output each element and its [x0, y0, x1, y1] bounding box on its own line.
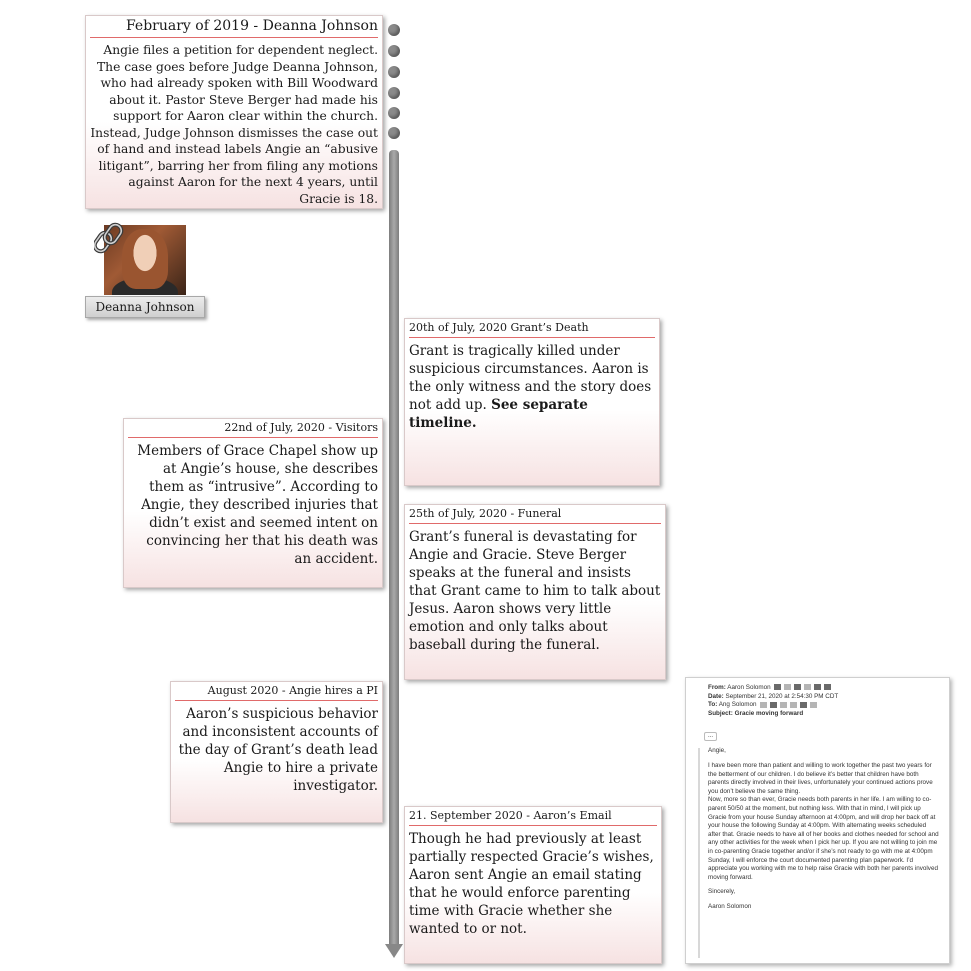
- event-heading: August 2020 - Angie hires a PI: [175, 682, 378, 701]
- event-body: Aaron’s suspicious behavior and inconsistent accounts of the day of Grant’s death lead Angie to hire a private investigator.: [178, 706, 378, 794]
- timeline-axis: [389, 150, 399, 950]
- timeline-arrowhead: [385, 944, 403, 958]
- event-heading: 20th of July, 2020 Grant’s Death: [409, 319, 655, 338]
- timeline-dot: [388, 45, 400, 57]
- email-quote-bar: [698, 748, 700, 958]
- timeline-dot: [388, 107, 400, 119]
- event-card-visitors: [123, 418, 383, 588]
- event-body-text: Grant is tragically killed under suspicious circumstances. Aaron is the only witness and the story does not add up.: [409, 343, 652, 413]
- event-heading: February of 2019 - Deanna Johnson: [90, 16, 378, 38]
- event-body: Though he had previously at least partially respected Gracie’s wishes, Aaron sent Angie an email stating that he would enforce parenting time with Gracie whether she wanted to or not.: [409, 831, 654, 937]
- email-paragraph: Now, more so than ever, Gracie needs both parents in her life. I am willing to co-parent 50/50 at the moment, but nothing less. With that in mind, I will pick up Gracie from your house Sunday afternoon at 4:00pm, and will drop her back off at your house the following Sunday at 4:00pm. With alternating weeks scheduled after that. Gracie needs to have all of her books and clothes needed for school and any other activities for the week when I pick her up. If you are not willing to join me in co-parenting Gracie together and/or if she’s not ready to go with me at 4:00pm Sunday, I will enforce the court documented parenting plan paperwork. I’d appreciate you working with me to help raise Gracie with both her parents involved moving forward.: [708, 796, 939, 881]
- event-heading: 21. September 2020 - Aaron’s Email: [409, 807, 657, 826]
- profile-name-label: Deanna Johnson: [85, 296, 205, 318]
- email-to-line: To: Ang Solomon: [708, 701, 939, 710]
- event-emphasis: See separate timeline.: [409, 397, 588, 431]
- event-body: [405, 338, 659, 432]
- event-heading: 22nd of July, 2020 - Visitors: [128, 419, 378, 438]
- email-subject-line: Subject: Gracie moving forward: [708, 709, 804, 717]
- event-card-funeral: [404, 504, 666, 680]
- link-icon: [94, 222, 124, 254]
- event-card-aarons-email: [404, 806, 662, 964]
- timeline-dot: [388, 87, 400, 99]
- timeline-dot: [388, 24, 400, 36]
- email-signature: Aaron Solomon: [708, 902, 752, 910]
- timeline-dot: [388, 127, 400, 139]
- event-body: Members of Grace Chapel show up at Angie’s house, she describes them as “intrusive”. According to Angie, they described injuries that didn’t exist and seemed intent on convincing her that his death was an accident.: [137, 443, 378, 567]
- email-closing: Sincerely,: [708, 888, 736, 896]
- event-card-february-2019: [85, 15, 383, 209]
- email-date-line: Date: September 21, 2020 at 2:54:30 PM CDT: [708, 692, 839, 700]
- event-body: Grant’s funeral is devastating for Angie and Gracie. Steve Berger speaks at the funeral and insists that Grant came to him to talk about Jesus. Aaron shows very little emotion and only talks about baseball during the funeral.: [409, 529, 661, 653]
- email-paragraph: I have been more than patient and willing to work together the past two years for the betterment of our children. I do believe it’s better that children have both parents directly involved in their lives, unfortunately your continued actions prove you don’t believe the same thing.: [708, 761, 933, 795]
- event-heading: 25th of July, 2020 - Funeral: [409, 505, 661, 524]
- timeline-dot: [388, 66, 400, 78]
- email-screenshot: [685, 677, 950, 964]
- email-greeting: Angie,: [708, 747, 726, 755]
- event-card-grants-death: [404, 318, 660, 486]
- email-from-line: From: Aaron Solomon: [708, 684, 939, 693]
- email-header: [708, 684, 939, 718]
- event-card-private-investigator: [170, 681, 383, 823]
- email-more-button[interactable]: ...: [704, 732, 717, 741]
- event-body: Angie files a petition for dependent neglect. The case goes before Judge Deanna Johnson, who had already spoken with Bill Woodward about it. Pastor Steve Berger had made his support for Aaron clear within the church. Instead, Judge Johnson dismisses the case out of hand and instead labels Angie an “abusive litigant”, barring her from filing any motions against Aaron for the next 4 years, until Gracie is 18.: [90, 43, 378, 206]
